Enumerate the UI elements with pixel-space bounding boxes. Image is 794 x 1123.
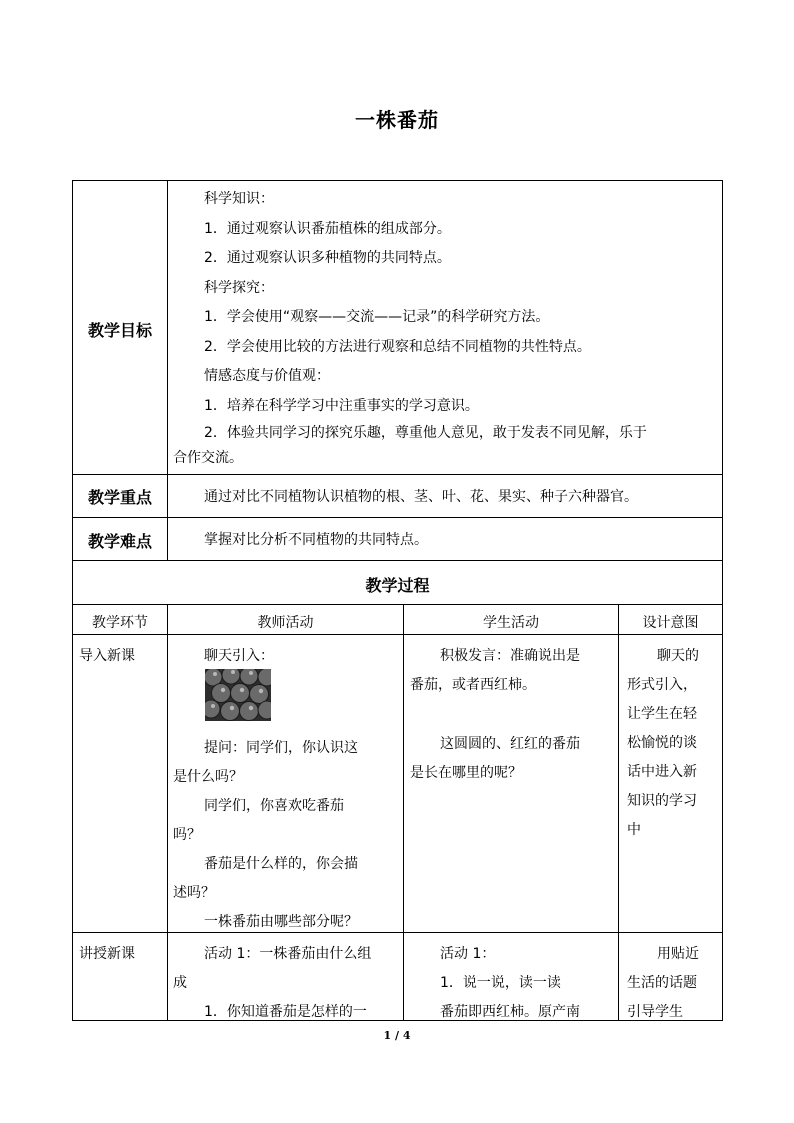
process-header: 教学过程 (365, 576, 430, 595)
objectives-content (173, 185, 718, 471)
teacher-line: 成 (173, 975, 187, 991)
objective-line: 科学知识： (204, 191, 274, 207)
stage-label: 导入新课 (79, 648, 135, 664)
column-divider (167, 604, 168, 1021)
intent-line: 话中进入新 (627, 764, 697, 780)
intent-line: 生活的话题 (627, 975, 697, 991)
row-divider (72, 634, 723, 635)
objective-line: 1．通过观察认识番茄植株的组成部分。 (204, 220, 451, 237)
column-divider (167, 180, 168, 561)
row-divider (72, 474, 723, 475)
student-line: 积极发言：准确说出是 (440, 648, 580, 664)
student-line: 1．说一说，读一读 (440, 975, 561, 991)
table-border-right (722, 180, 723, 1021)
column-divider (403, 604, 404, 1021)
difficulties-text: 掌握对比分析不同植物的共同特点。 (204, 532, 428, 548)
column-divider (618, 604, 619, 1021)
intent-line: 用贴近 (657, 946, 699, 962)
objective-line: 2．学会使用比较的方法进行观察和总结不同植物的共性特点。 (204, 338, 591, 355)
intent-line: 中 (627, 822, 641, 838)
intent-line: 引导学生 (627, 1004, 683, 1020)
objectives-label: 教学目标 (87, 321, 152, 340)
teacher-line: 一株番茄由哪些部分呢？ (204, 914, 358, 930)
page-number: 1 / 4 (383, 1029, 411, 1042)
objective-line: 合作交流。 (173, 450, 243, 466)
teacher-line: 1．你知道番茄是怎样的一 (204, 1004, 367, 1020)
objective-line: 1．学会使用“观察——交流——记录”的科学研究方法。 (204, 309, 550, 325)
teacher-line: 述吗？ (173, 885, 215, 901)
objective-line: 情感态度与价值观： (204, 368, 330, 384)
student-line: 番茄即西红柿。原产南 (440, 1004, 580, 1020)
student-line: 活动 1： (440, 946, 496, 962)
objective-line: 2．体验共同学习的探究乐趣，尊重他人意见，敢于发表不同见解，乐于 (204, 425, 647, 441)
column-header: 教学环节 (92, 615, 148, 631)
tomatoes-photo (205, 669, 271, 721)
teacher-line: 吗？ (173, 827, 201, 843)
table-border-left (72, 180, 73, 1021)
row-divider (72, 932, 723, 933)
key-points-label: 教学重点 (87, 488, 152, 507)
row-divider (72, 604, 723, 605)
table-border-top (72, 180, 723, 181)
intent-line: 松愉悦的谈 (627, 735, 697, 751)
objective-line: 2．通过观察认识多种植物的共同特点。 (204, 250, 451, 266)
key-points-text: 通过对比不同植物认识植物的根、茎、叶、花、果实、种子六种器官。 (204, 489, 638, 505)
intent-line: 知识的学习 (627, 793, 697, 809)
stage-label: 讲授新课 (79, 946, 135, 962)
student-line: 番茄，或者西红柿。 (410, 677, 536, 693)
student-line: 是长在哪里的呢？ (410, 765, 522, 781)
intent-line: 形式引入， (627, 677, 697, 693)
intent-line: 聊天的 (657, 648, 699, 664)
teacher-line: 活动 1：一株番茄由什么组 (204, 946, 372, 962)
teacher-line: 番茄是什么样的，你会描 (204, 856, 358, 872)
column-header: 学生活动 (483, 615, 539, 631)
teacher-line: 提问：同学们，你认识这 (204, 740, 358, 756)
intent-line: 让学生在轻 (627, 706, 697, 722)
difficulties-label: 教学难点 (87, 532, 152, 551)
page-title: 一株番茄 (355, 108, 439, 132)
teacher-intro: 聊天引入： (204, 648, 274, 664)
column-header: 教师活动 (257, 615, 314, 631)
teacher-line: 是什么吗？ (173, 769, 243, 785)
column-header: 设计意图 (642, 615, 699, 631)
objective-line: 科学探究： (204, 279, 274, 296)
table-border-bottom (72, 1020, 723, 1021)
row-divider (72, 517, 723, 518)
row-divider (72, 560, 723, 561)
teacher-line: 同学们，你喜欢吃番茄 (204, 798, 344, 814)
student-line: 这圆圆的、红红的番茄 (440, 736, 580, 752)
objective-line: 1．培养在科学学习中注重事实的学习意识。 (204, 397, 479, 414)
